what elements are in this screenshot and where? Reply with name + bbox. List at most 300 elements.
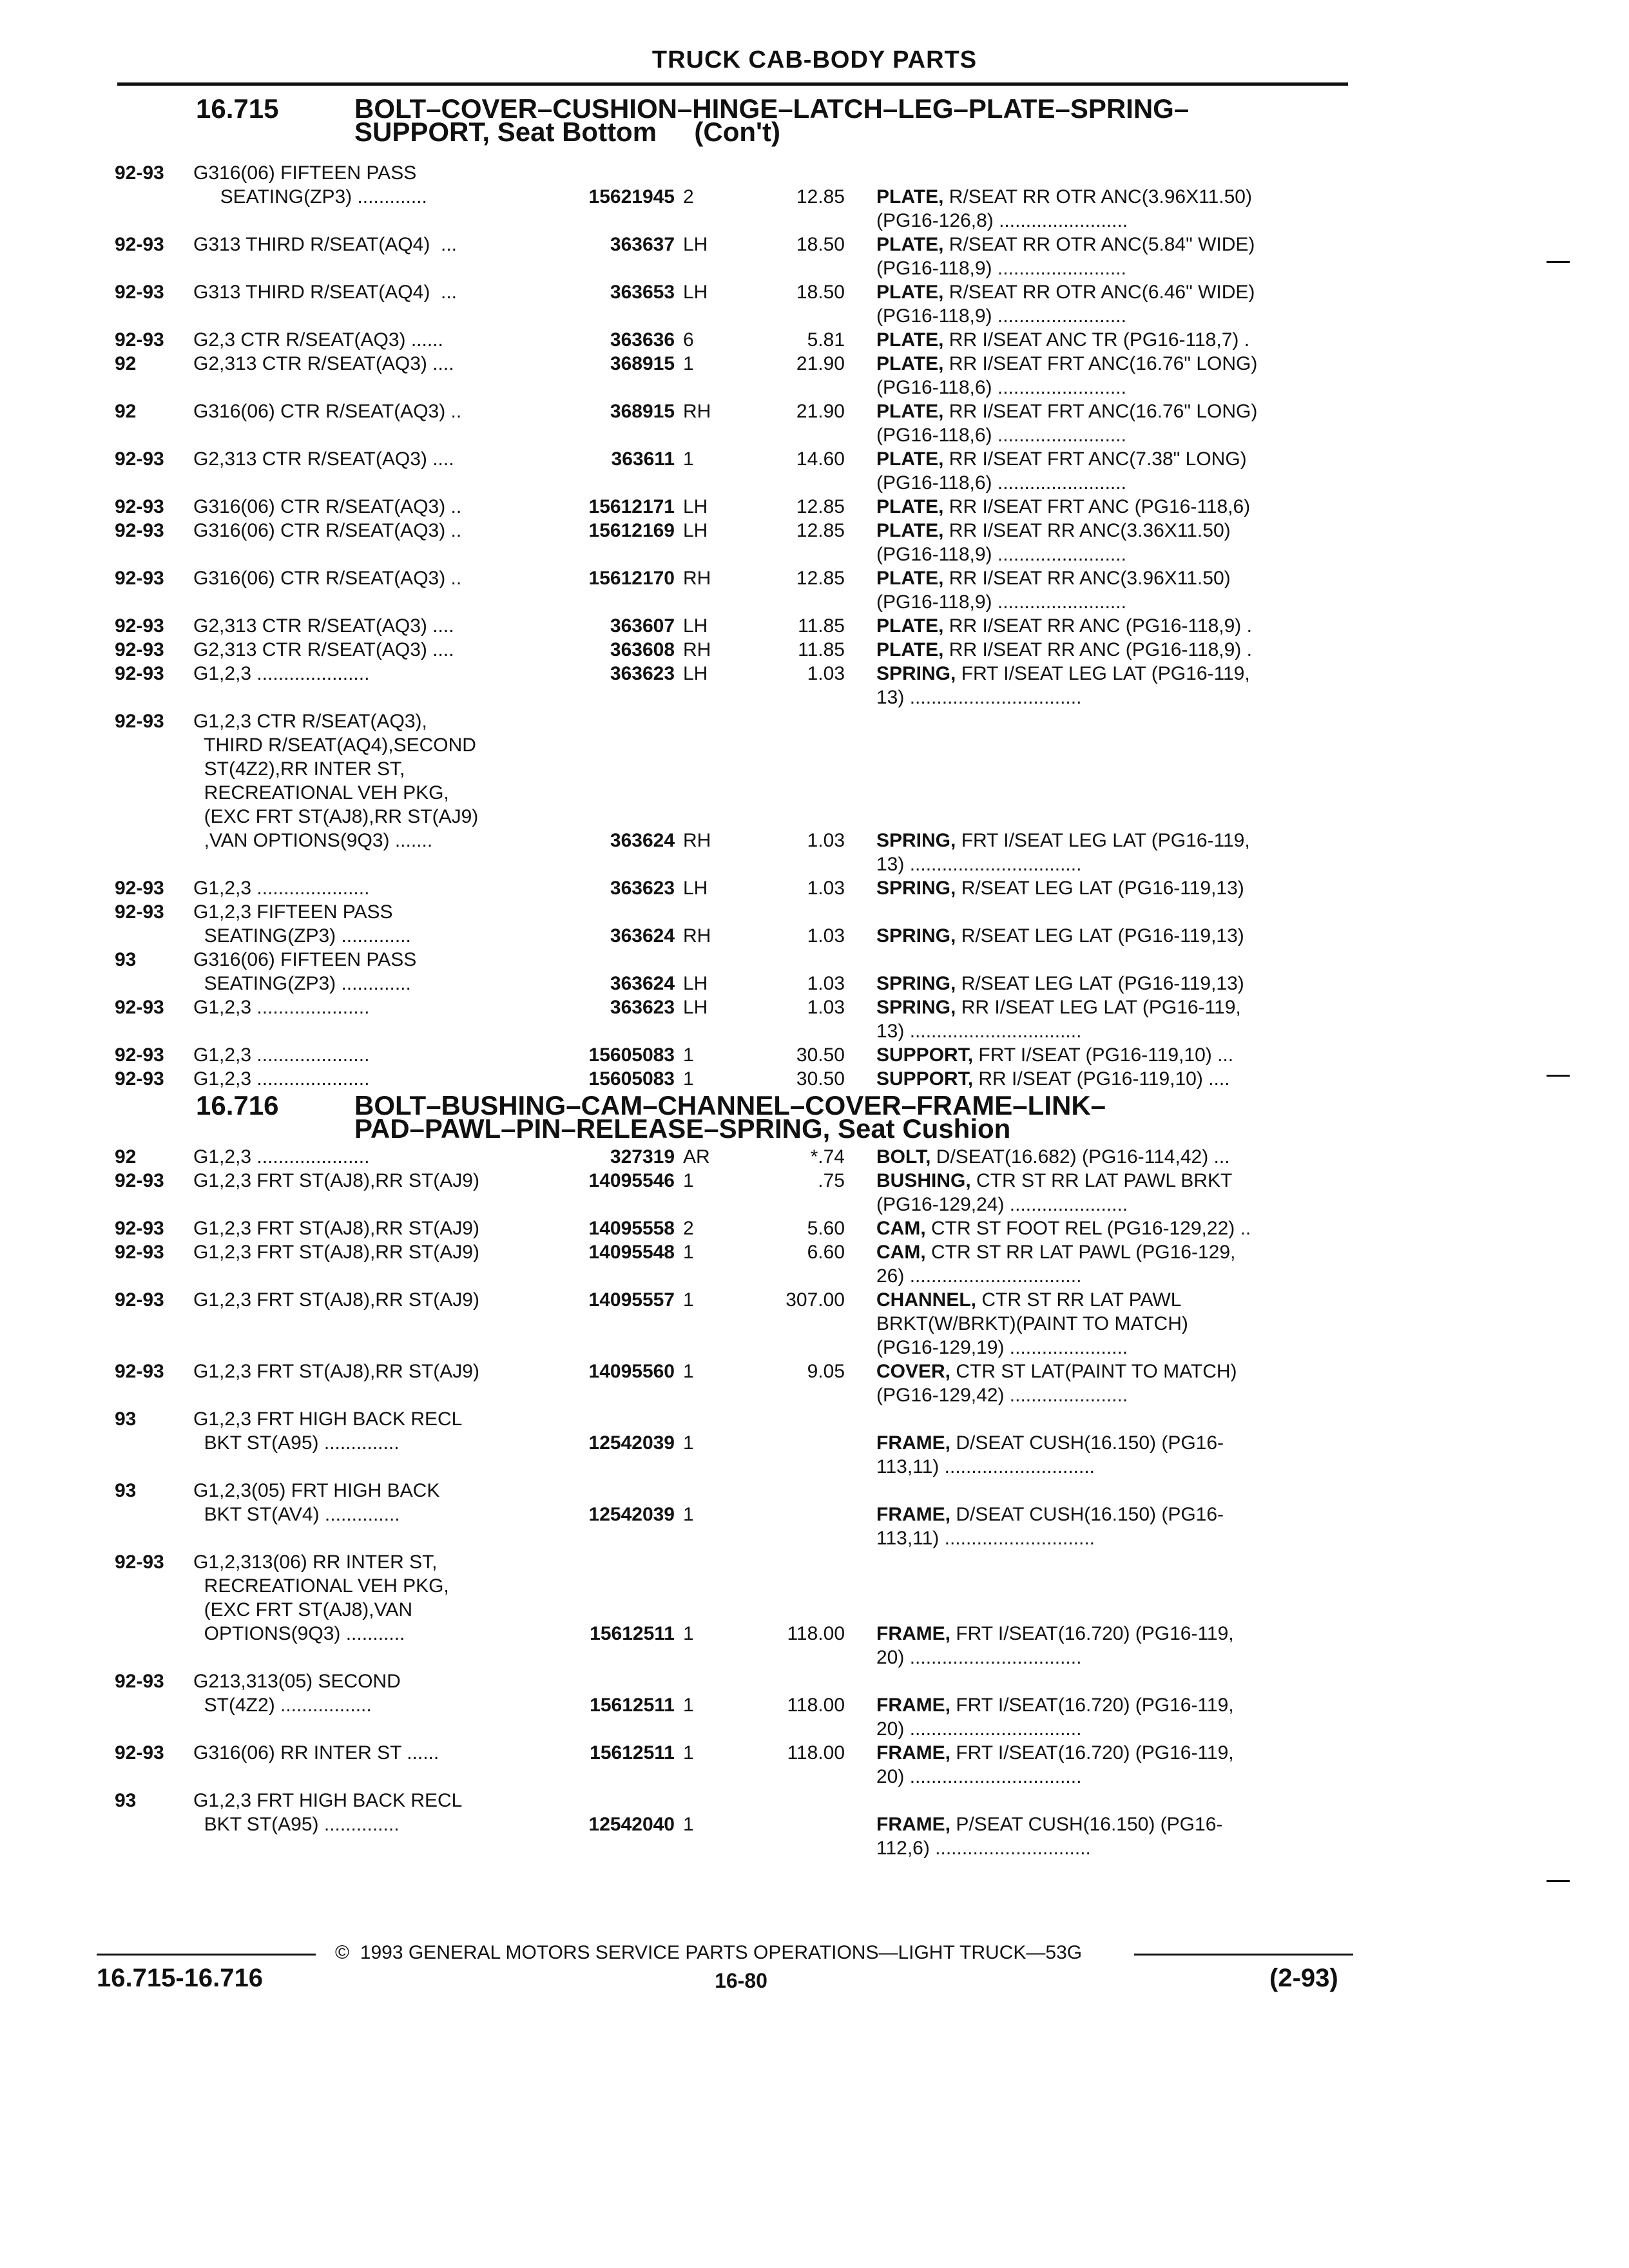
application-desc: G1,2,3 FRT ST(AJ8),RR ST(AJ9) [193, 1289, 479, 1311]
price: 18.50 [796, 234, 845, 255]
price: 307.00 [786, 1289, 845, 1311]
price: 118.00 [787, 1742, 845, 1763]
part-description [876, 972, 1244, 995]
model-years: 92-93 [115, 329, 164, 351]
application-desc: G1,2,3 FRT ST(AJ8),RR ST(AJ9) [193, 1361, 479, 1382]
price: 12.85 [796, 520, 845, 541]
part-description [876, 1431, 1224, 1455]
part-name: PLATE, [876, 639, 944, 660]
part-number: 15612170 [588, 568, 675, 589]
part-description [876, 352, 1257, 376]
part-name: FRAME, [876, 1432, 950, 1454]
part-name: FRAME, [876, 1814, 950, 1835]
model-years: 92-93 [115, 1742, 164, 1763]
price: 1.03 [807, 663, 845, 684]
part-description [876, 1312, 1188, 1336]
page-number: 16-80 [715, 1969, 767, 1992]
part-detail: RR I/SEAT ANC TR (PG16-118,7) . [943, 329, 1250, 351]
part-detail: 13) ................................ [876, 687, 1082, 708]
part-number: 15612171 [588, 496, 675, 517]
part-detail: CTR ST RR LAT PAWL (PG16-129, [925, 1242, 1236, 1263]
price: 11.85 [798, 615, 845, 637]
part-detail: (PG16-118,6) ........................ [876, 377, 1126, 398]
price: 1.03 [807, 973, 845, 994]
application-desc: G1,2,3 FRT HIGH BACK RECL [193, 1408, 463, 1430]
section-title-line2: SUPPORT, Seat Bottom (Con't) [354, 117, 780, 147]
model-years: 92-93 [115, 1552, 164, 1573]
quantity: LH [683, 520, 708, 541]
part-detail: 20) ................................ [876, 1647, 1082, 1668]
part-name: SUPPORT, [876, 1044, 974, 1066]
part-detail: R/SEAT LEG LAT (PG16-119,13) [956, 878, 1244, 899]
price: .75 [818, 1170, 845, 1191]
application-desc: (EXC FRT ST(AJ8),VAN [193, 1599, 413, 1620]
price: 118.00 [787, 1623, 845, 1644]
section-title-line2: PAD–PAWL–PIN–RELEASE–SPRING, Seat Cushion [354, 1113, 1011, 1144]
quantity: 1 [683, 1242, 694, 1263]
price: 18.50 [796, 282, 845, 303]
part-description [876, 495, 1250, 519]
model-years: 92-93 [115, 663, 164, 684]
part-detail: (PG16-118,9) ........................ [876, 591, 1126, 613]
part-detail: R/SEAT RR OTR ANC(3.96X11.50) [943, 186, 1252, 207]
part-detail: BRKT(W/BRKT)(PAINT TO MATCH) [876, 1313, 1188, 1334]
part-number: 327319 [610, 1146, 675, 1168]
part-detail: (PG16-118,6) ........................ [876, 425, 1126, 446]
application-desc: (EXC FRT ST(AJ8),RR ST(AJ9) [193, 806, 479, 827]
model-years: 92-93 [115, 234, 164, 255]
price: 6.60 [807, 1242, 845, 1263]
quantity: LH [683, 615, 708, 637]
part-description [876, 829, 1250, 852]
part-detail: 113,11) ............................ [876, 1456, 1095, 1477]
quantity: RH [683, 925, 711, 947]
part-number: 363624 [610, 830, 675, 851]
part-detail: 113,11) ............................ [876, 1528, 1095, 1549]
part-detail: 20) ................................ [876, 1718, 1082, 1740]
part-description [876, 399, 1257, 423]
part-detail: R/SEAT LEG LAT (PG16-119,13) [956, 973, 1244, 994]
part-name: FRAME, [876, 1504, 950, 1525]
application-desc: G2,313 CTR R/SEAT(AQ3) .... [193, 353, 454, 374]
part-name: PLATE, [876, 568, 944, 589]
model-years: 92-93 [115, 997, 164, 1018]
part-description [876, 1288, 1181, 1312]
part-description [876, 1765, 1081, 1789]
part-detail: 112,6) ............................. [876, 1838, 1091, 1859]
price: 9.05 [807, 1361, 845, 1382]
application-desc: G1,2,3 FIFTEEN PASS [193, 901, 393, 923]
part-description [876, 1067, 1230, 1091]
quantity: RH [683, 568, 711, 589]
part-detail: 13) ................................ [876, 854, 1082, 875]
part-number: 15605083 [588, 1068, 675, 1090]
margin-mark [1547, 1075, 1570, 1077]
quantity: 1 [683, 1623, 694, 1644]
part-description [876, 233, 1255, 256]
part-name: PLATE, [876, 448, 944, 470]
quantity: LH [683, 663, 708, 684]
model-years: 92-93 [115, 1044, 164, 1066]
application-desc: G316(06) FIFTEEN PASS [193, 949, 417, 970]
part-detail: R/SEAT RR OTR ANC(5.84" WIDE) [943, 234, 1255, 255]
part-detail: CTR ST FOOT REL (PG16-129,22) .. [925, 1218, 1251, 1239]
section-title-line1: BOLT–COVER–CUSHION–HINGE–LATCH–LEG–PLATE–SPRING– [354, 93, 1190, 124]
part-description [876, 995, 1241, 1019]
part-detail: FRT I/SEAT LEG LAT (PG16-119, [956, 830, 1250, 851]
part-description [876, 471, 1126, 495]
model-years: 92-93 [115, 568, 164, 589]
application-desc: G316(06) FIFTEEN PASS [193, 162, 417, 184]
model-years: 92-93 [115, 1170, 164, 1191]
part-detail: FRT I/SEAT(16.720) (PG16-119, [950, 1695, 1234, 1716]
price: 5.60 [807, 1218, 845, 1239]
part-description [876, 543, 1126, 566]
model-years: 92-93 [115, 901, 164, 923]
quantity: 6 [683, 329, 694, 351]
model-years: 92 [115, 353, 137, 374]
quantity: LH [683, 973, 708, 994]
price: 1.03 [807, 925, 845, 947]
application-desc: G1,2,3 CTR R/SEAT(AQ3), [193, 711, 427, 732]
application-desc: G213,313(05) SECOND [193, 1671, 401, 1692]
part-description [876, 1043, 1233, 1067]
part-number: 14095557 [588, 1289, 675, 1311]
price: 21.90 [796, 353, 845, 374]
part-detail: RR I/SEAT FRT ANC (PG16-118,6) [943, 496, 1251, 517]
part-description [876, 1646, 1081, 1669]
part-name: SPRING, [876, 925, 956, 947]
application-desc: G2,3 CTR R/SEAT(AQ3) ...... [193, 329, 443, 351]
part-description [876, 519, 1231, 543]
application-desc: G2,313 CTR R/SEAT(AQ3) .... [193, 448, 454, 470]
part-detail: (PG16-129,24) ...................... [876, 1194, 1128, 1215]
part-description [876, 423, 1126, 447]
part-detail: CTR ST RR LAT PAWL BRKT [970, 1170, 1233, 1191]
part-description [876, 256, 1126, 280]
quantity: 1 [683, 353, 694, 374]
part-number: 363623 [610, 878, 675, 899]
price: 5.81 [807, 329, 845, 351]
application-desc: SEATING(ZP3) ............. [193, 186, 427, 207]
quantity: 1 [683, 1504, 694, 1525]
application-desc: SEATING(ZP3) ............. [193, 973, 411, 994]
part-number: 14095558 [588, 1218, 675, 1239]
part-number: 363653 [610, 282, 675, 303]
part-number: 12542039 [588, 1432, 675, 1454]
application-desc: G1,2,3 FRT ST(AJ8),RR ST(AJ9) [193, 1218, 479, 1239]
price: 14.60 [796, 448, 845, 470]
part-description [876, 924, 1244, 948]
part-number: 363623 [610, 663, 675, 684]
application-desc: G1,2,3(05) FRT HIGH BACK [193, 1480, 440, 1501]
part-detail: (PG16-129,42) ...................... [876, 1385, 1128, 1406]
application-desc: ST(4Z2) ................. [193, 1695, 372, 1716]
application-desc: ,VAN OPTIONS(9Q3) ....... [193, 830, 433, 851]
quantity: 1 [683, 1068, 694, 1090]
copyright-notice: © 1993 GENERAL MOTORS SERVICE PARTS OPERATIONS—LIGHT TRUCK—53G [335, 1942, 1083, 1963]
part-number: 363636 [610, 329, 675, 351]
part-name: PLATE, [876, 353, 944, 374]
part-description [876, 1336, 1128, 1360]
quantity: 1 [683, 1170, 694, 1191]
application-desc: G1,2,3 ..................... [193, 663, 370, 684]
section-range: 16.715-16.716 [97, 1964, 264, 1992]
part-detail: FRT I/SEAT(16.720) (PG16-119, [950, 1742, 1234, 1763]
part-description [876, 1216, 1251, 1240]
part-detail: 20) ................................ [876, 1766, 1082, 1787]
part-description [876, 1622, 1234, 1646]
quantity: 1 [683, 1742, 694, 1763]
part-detail: FRT I/SEAT LEG LAT (PG16-119, [956, 663, 1250, 684]
part-description [876, 1240, 1235, 1264]
quantity: 1 [683, 1361, 694, 1382]
quantity: LH [683, 997, 708, 1018]
application-desc: BKT ST(A95) .............. [193, 1432, 400, 1454]
model-years: 92-93 [115, 1218, 164, 1239]
section-title-line1: BOLT–BUSHING–CAM–CHANNEL–COVER–FRAME–LINK– [354, 1090, 1106, 1120]
part-name: BUSHING, [876, 1170, 971, 1191]
part-description [876, 1360, 1237, 1383]
price: 1.03 [807, 878, 845, 899]
part-detail: (PG16-126,8) ........................ [876, 210, 1128, 231]
part-description [876, 566, 1231, 590]
application-desc: G316(06) CTR R/SEAT(AQ3) .. [193, 568, 462, 589]
part-detail: 26) ................................ [876, 1265, 1082, 1287]
part-description [876, 876, 1244, 900]
part-description [876, 1812, 1222, 1836]
quantity: 1 [683, 1432, 694, 1454]
application-desc: SEATING(ZP3) ............. [193, 925, 411, 947]
part-detail: 13) ................................ [876, 1021, 1082, 1042]
part-description [876, 328, 1249, 352]
part-description [876, 280, 1255, 304]
model-years: 92-93 [115, 615, 164, 637]
model-years: 92 [115, 401, 137, 422]
part-number: 363624 [610, 925, 675, 947]
part-description [876, 447, 1247, 471]
part-detail: P/SEAT CUSH(16.150) (PG16- [950, 1814, 1223, 1835]
part-number: 363607 [610, 615, 675, 637]
application-desc: G1,2,3 ..................... [193, 1068, 370, 1090]
application-desc: ST(4Z2),RR INTER ST, [193, 758, 405, 780]
date-code: (2-93) [1269, 1964, 1338, 1992]
application-desc: G1,2,3 FRT ST(AJ8),RR ST(AJ9) [193, 1242, 479, 1263]
part-name: SPRING, [876, 878, 956, 899]
application-desc: G2,313 CTR R/SEAT(AQ3) .... [193, 639, 454, 660]
part-detail: (PG16-118,9) ........................ [876, 258, 1126, 279]
model-years: 92-93 [115, 878, 164, 899]
page-title: TRUCK CAB-BODY PARTS [651, 46, 978, 73]
part-description [876, 590, 1126, 614]
part-name: BOLT, [876, 1146, 931, 1168]
model-years: 92 [115, 1146, 137, 1168]
part-description [876, 1145, 1230, 1169]
price: 12.85 [796, 186, 845, 207]
part-number: 363611 [611, 448, 675, 470]
part-number: 14095546 [588, 1170, 675, 1191]
part-description [876, 376, 1126, 399]
part-number: 368915 [610, 353, 675, 374]
part-name: FRAME, [876, 1623, 950, 1644]
quantity: 1 [683, 1289, 694, 1311]
application-desc: G316(06) CTR R/SEAT(AQ3) .. [193, 520, 462, 541]
application-desc: RECREATIONAL VEH PKG, [193, 1575, 449, 1597]
part-name: PLATE, [876, 186, 944, 207]
margin-mark [1547, 1880, 1570, 1882]
part-description [876, 209, 1128, 233]
part-detail: RR I/SEAT FRT ANC(16.76" LONG) [943, 353, 1258, 374]
application-desc: G313 THIRD R/SEAT(AQ4) ... [193, 234, 457, 255]
model-years: 92-93 [115, 448, 164, 470]
part-detail: D/SEAT(16.682) (PG16-114,42) ... [930, 1146, 1230, 1168]
price: 12.85 [796, 568, 845, 589]
part-detail: (PG16-118,9) ........................ [876, 305, 1126, 327]
application-desc: G1,2,3 ..................... [193, 878, 370, 899]
model-years: 93 [115, 1408, 137, 1430]
price: 118.00 [787, 1695, 845, 1716]
part-number: 363624 [610, 973, 675, 994]
quantity: RH [683, 401, 711, 422]
application-desc: BKT ST(AV4) .............. [193, 1504, 400, 1525]
part-name: SUPPORT, [876, 1068, 974, 1090]
application-desc: G316(06) CTR R/SEAT(AQ3) .. [193, 496, 462, 517]
model-years: 93 [115, 1480, 137, 1501]
part-detail: CTR ST RR LAT PAWL [976, 1289, 1182, 1311]
price: 1.03 [807, 997, 845, 1018]
part-description [876, 304, 1126, 328]
part-name: PLATE, [876, 282, 944, 303]
part-number: 368915 [610, 401, 675, 422]
margin-mark [1547, 261, 1570, 263]
part-number: 363623 [610, 997, 675, 1018]
model-years: 93 [115, 949, 137, 970]
model-years: 92-93 [115, 162, 164, 184]
part-name: CAM, [876, 1218, 926, 1239]
part-number: 363608 [610, 639, 675, 660]
part-number: 15605083 [588, 1044, 675, 1066]
part-description [876, 662, 1250, 686]
price: 21.90 [796, 401, 845, 422]
section-number: 16.715 [196, 93, 279, 124]
quantity: RH [683, 830, 711, 851]
application-desc: G316(06) CTR R/SEAT(AQ3) .. [193, 401, 462, 422]
part-description [876, 1193, 1128, 1216]
model-years: 92-93 [115, 711, 164, 732]
model-years: 93 [115, 1790, 137, 1811]
part-detail: CTR ST LAT(PAINT TO MATCH) [950, 1361, 1237, 1382]
part-detail: RR I/SEAT (PG16-119,10) .... [973, 1068, 1230, 1090]
part-description [876, 686, 1081, 709]
model-years: 92-93 [115, 1289, 164, 1311]
part-name: PLATE, [876, 496, 944, 517]
part-number: 12542040 [588, 1814, 675, 1835]
part-detail: D/SEAT CUSH(16.150) (PG16- [950, 1432, 1224, 1454]
application-desc: G1,2,3 ..................... [193, 997, 370, 1018]
part-detail: RR I/SEAT FRT ANC(7.38" LONG) [943, 448, 1247, 470]
footer-rule-left [97, 1954, 316, 1956]
part-detail: RR I/SEAT RR ANC (PG16-118,9) . [943, 615, 1252, 637]
part-description [876, 1693, 1234, 1717]
part-detail: (PG16-129,19) ...................... [876, 1337, 1128, 1358]
part-name: PLATE, [876, 520, 944, 541]
application-desc: G2,313 CTR R/SEAT(AQ3) .... [193, 615, 454, 637]
part-detail: RR I/SEAT FRT ANC(16.76" LONG) [943, 401, 1258, 422]
model-years: 92-93 [115, 520, 164, 541]
part-detail: R/SEAT LEG LAT (PG16-119,13) [956, 925, 1244, 947]
part-description [876, 1717, 1081, 1741]
part-detail: (PG16-118,6) ........................ [876, 472, 1126, 494]
part-number: 15612169 [588, 520, 675, 541]
model-years: 92-93 [115, 1068, 164, 1090]
application-desc: THIRD R/SEAT(AQ4),SECOND [193, 735, 476, 756]
application-desc: RECREATIONAL VEH PKG, [193, 782, 449, 803]
quantity: 1 [683, 1814, 694, 1835]
part-number: 15621945 [588, 186, 675, 207]
quantity: 2 [683, 1218, 694, 1239]
application-desc: G1,2,3 FRT ST(AJ8),RR ST(AJ9) [193, 1170, 479, 1191]
application-desc: G1,2,3 FRT HIGH BACK RECL [193, 1790, 463, 1811]
price: 30.50 [796, 1044, 845, 1066]
model-years: 92-93 [115, 496, 164, 517]
model-years: 92-93 [115, 1361, 164, 1382]
model-years: 92-93 [115, 1242, 164, 1263]
part-description [876, 1264, 1081, 1288]
part-name: SPRING, [876, 663, 956, 684]
part-description [876, 852, 1081, 876]
quantity: RH [683, 639, 711, 660]
quantity: 2 [683, 186, 694, 207]
part-number: 15612511 [590, 1695, 675, 1716]
price: *.74 [810, 1146, 845, 1168]
quantity: 1 [683, 1044, 694, 1066]
quantity: AR [683, 1146, 710, 1168]
section-number: 16.716 [196, 1090, 279, 1120]
part-name: PLATE, [876, 615, 944, 637]
part-description [876, 185, 1252, 209]
part-description [876, 638, 1252, 662]
application-desc: BKT ST(A95) .............. [193, 1814, 400, 1835]
part-detail: FRT I/SEAT(16.720) (PG16-119, [950, 1623, 1234, 1644]
quantity: LH [683, 234, 708, 255]
header-rule [117, 82, 1348, 86]
quantity: 1 [683, 1695, 694, 1716]
quantity: LH [683, 496, 708, 517]
part-name: SPRING, [876, 973, 956, 994]
part-detail: R/SEAT RR OTR ANC(6.46" WIDE) [943, 282, 1255, 303]
application-desc: G1,2,313(06) RR INTER ST, [193, 1552, 438, 1573]
part-detail: FRT I/SEAT (PG16-119,10) ... [973, 1044, 1234, 1066]
part-number: 363637 [610, 234, 675, 255]
application-desc: G1,2,3 ..................... [193, 1044, 370, 1066]
part-name: PLATE, [876, 234, 944, 255]
price: 1.03 [807, 830, 845, 851]
part-name: FRAME, [876, 1742, 950, 1763]
part-description [876, 1741, 1234, 1765]
application-desc: G313 THIRD R/SEAT(AQ4) ... [193, 282, 457, 303]
application-desc: G316(06) RR INTER ST ...... [193, 1742, 439, 1763]
quantity: 1 [683, 448, 694, 470]
price: 11.85 [798, 639, 845, 660]
quantity: LH [683, 878, 708, 899]
part-description [876, 614, 1252, 638]
quantity: LH [683, 282, 708, 303]
part-detail: RR I/SEAT RR ANC (PG16-118,9) . [943, 639, 1252, 660]
model-years: 92-93 [115, 282, 164, 303]
price: 12.85 [796, 496, 845, 517]
part-description [876, 1169, 1232, 1193]
part-name: CHANNEL, [876, 1289, 976, 1311]
